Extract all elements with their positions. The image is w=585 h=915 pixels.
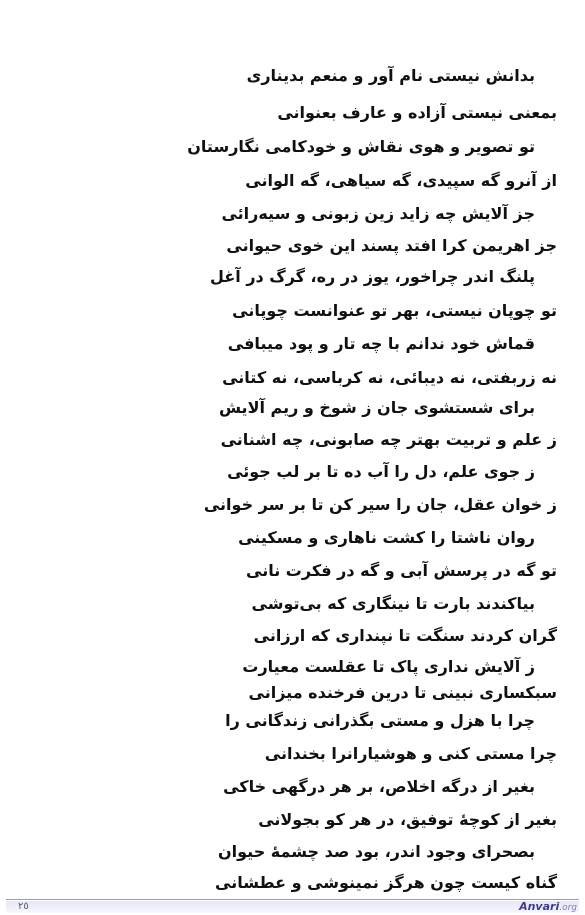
verse-line: بصحرای وجود اندر، بود صد چشمهٔ حیوان xyxy=(218,842,535,861)
verse-line: تو چوپان نیستی، بهر تو عنوانست چوپانی xyxy=(232,301,557,320)
verse-line: جز آلایش چه زاید زین زبونی و سیه‌رائی xyxy=(221,204,535,223)
verse-line: قماش خود ندانم با چه تار و پود میبافی xyxy=(227,334,535,353)
verse-line: گران کردند سنگت تا نپنداری که ارزانی xyxy=(253,626,557,645)
verse-line: بدانش نیستی نام آور و منعم بدیناری xyxy=(246,66,535,85)
verse-line: بغیر از درگه اخلاص، بر هر درگهی خاکی xyxy=(223,777,535,796)
verse-line: روان ناشتا را کشت ناهاری و مسکینی xyxy=(238,528,535,547)
footer-divider xyxy=(6,899,579,900)
page-footer xyxy=(0,897,585,915)
verse-line: ز آلایش نداری پاک تا عقلست معیارت xyxy=(242,657,535,676)
verse-line: سبکساری نبینی تا درین فرخنده میزانی xyxy=(248,683,557,702)
verse-line: نه زربفتی، نه دیبائی، نه کرباسی، نه کتانی xyxy=(222,368,557,387)
verse-line: ز خوان عقل، جان را سیر کن تا بر سر خوانی xyxy=(203,495,557,514)
verse-line: جز اهریمن کرا افتد پسند این خوی حیوانی xyxy=(226,236,557,255)
verse-line: چرا مستی کنی و هوشیارانرا بخندانی xyxy=(264,744,557,763)
footer-band xyxy=(6,901,579,913)
verse-line: گناه کیست چون هرگز نمینوشی و عطشانی xyxy=(215,873,557,892)
verse-line: چرا با هزل و مستی بگذرانی زندگانی را xyxy=(225,711,535,730)
verse-line: پلنگ اندر چراخور، یوز در ره، گرگ در آغل xyxy=(210,267,535,286)
watermark-tld: .org xyxy=(559,903,577,913)
verse-line: بغیر از کوچهٔ توفیق، در هر کو بجولانی xyxy=(258,810,557,829)
verse-line: تو تصویر و هوی نقاش و خودکامی نگارستان xyxy=(187,137,535,156)
watermark-main: Anvari xyxy=(519,900,560,913)
verse-line: بیاکندند بارت تا نینگاری که بی‌توشی xyxy=(251,594,535,613)
verse-line: تو گه در پرسش آبی و گه در فکرت نانی xyxy=(246,561,557,580)
verse-line: ز جوی علم، دل را آب ده تا بر لب جوئی xyxy=(227,462,535,481)
site-watermark xyxy=(519,900,577,913)
verse-line: ز علم و تربیت بهتر چه صابونی، چه اشنانی xyxy=(220,430,557,449)
page-number: ٢٥ xyxy=(18,901,29,912)
verse-line: از آنرو گه سپیدی، گه سیاهی، گه الوانی xyxy=(245,171,557,190)
verse-line: بمعنی نیستی آزاده و عارف بعنوانی xyxy=(277,103,557,122)
verse-line: برای شستشوی جان ز شوخ و ریم آلایش xyxy=(218,398,535,417)
